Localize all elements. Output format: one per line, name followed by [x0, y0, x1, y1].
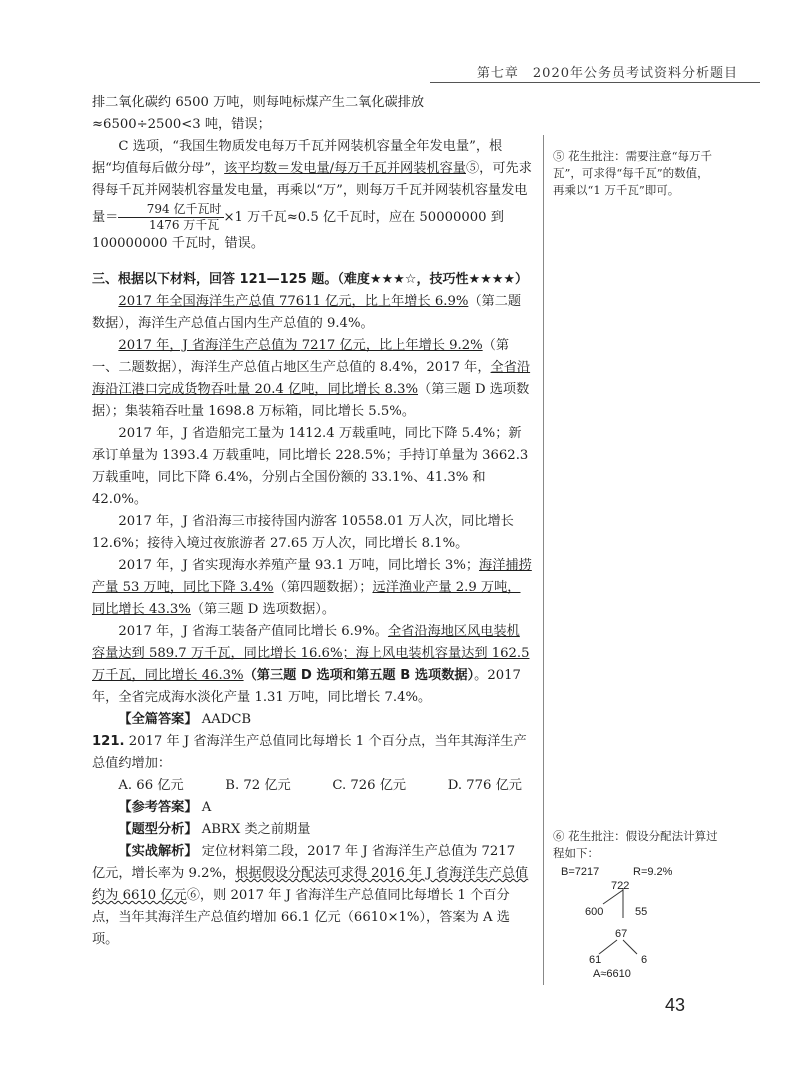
material-5-a: 2017 年，J 省实现海水养殖产量 93.1 万吨，同比增长 3%； — [118, 558, 480, 573]
question-type-value: ABRX 类之前期量 — [201, 822, 311, 837]
explanation — [92, 841, 532, 951]
material-5-b: 海洋捕捞产量 53 万吨，同比下降 3.4% — [92, 558, 532, 595]
tree-67: 67 — [615, 928, 628, 940]
material-4: 2017 年，J 省沿海三市接待国内游客 10558.01 万人次，同比增长 12.6%；接待入境过夜旅游者 27.65 万人次，同比增长 8.1%。 — [92, 514, 514, 551]
para-2-underlined: 该平均数＝发电量/每万千瓦并网装机容量 — [224, 161, 466, 176]
option-a: A. 66 亿元 — [118, 778, 184, 793]
full-answer — [92, 709, 532, 731]
material-6-b: 全省沿海地区风电装机容量达到 589.7 万千瓦，同比增长 16.6%；海上风电装机容量达到 162.5 万千瓦，同比增长 46.3% — [92, 624, 530, 683]
tree-a: A≈6610 — [593, 968, 631, 980]
material-2-f: ；集装箱吞吐量 1698.8 万标箱，同比增长 5.5%。 — [111, 404, 416, 419]
question-text: 2017 年 J 省海洋生产总值同比每增长 1 个百分点，当年其海洋生产总值约增加： — [92, 734, 527, 771]
material-2-a: 2017 年，J 省海洋生产总值为 7217 亿元，比上年增长 9.2% — [118, 338, 483, 353]
material-1-c: ，海洋生产总值占国内生产总值的 9.4%。 — [124, 316, 374, 331]
fraction-denominator: 1476 万千瓦 — [148, 218, 220, 232]
material-5-d: ； — [359, 580, 373, 595]
tree-61: 61 — [589, 954, 602, 966]
material-6-c: （第三题 D 选项和第五题 B 选项数据） — [243, 668, 475, 683]
running-header: 第七章 2020年公务员考试资料分析题目 — [476, 66, 738, 81]
options-row — [92, 775, 532, 797]
tree-55: 55 — [635, 906, 648, 918]
allocation-tree — [553, 866, 703, 986]
explanation-label: 【实战解析】 — [118, 844, 198, 859]
material-2-d: 全省沿海沿江港口完成货物吞吐量 20.4 亿吨，同比增长 8.3% — [92, 360, 531, 397]
material-1 — [92, 291, 532, 335]
para-2-d: ×1 万千瓦≈0.5 亿千瓦时，应在 50000000 到 100000000 千瓦时，错误。 — [92, 210, 504, 251]
material-1-a: 2017 年全国海洋生产总值 77611 亿元，比上年增长 6.9% — [118, 294, 469, 309]
fraction — [118, 202, 223, 233]
material-5 — [92, 555, 532, 621]
tree-722: 722 — [611, 880, 630, 892]
question-number: 121. — [92, 734, 125, 749]
para-2 — [92, 136, 532, 255]
option-c: C. 726 亿元 — [332, 778, 407, 793]
material-6-a: 2017 年，J 省海工装备产值同比增长 6.9%。 — [118, 624, 388, 639]
explanation-c: ⑥，则 2017 年 J 省海洋生产总值同比每增长 1 个百分点，当年其海洋生产总值约增加 66.1 亿元（6610×1%），答案为 A 选项。 — [92, 888, 510, 947]
para-2-a: C 选项，“我国生物质发电每万千瓦并网装机容量全年发电量”，根据“均值每后做分母”， — [92, 139, 503, 176]
full-answer-label: 【全篇答案】 — [118, 712, 198, 727]
material-1-b: （第二题数据） — [92, 294, 522, 331]
tree-b: B=7217 — [561, 866, 600, 878]
material-5-f: （第三题 D 选项数据） — [190, 602, 322, 617]
tree-6: 6 — [641, 954, 648, 966]
margin-note-6: ⑥ 花生批注：假设分配法计算过程如下： — [553, 829, 718, 860]
option-b: B. 72 亿元 — [225, 778, 291, 793]
material-2-b: （第一、二题数据） — [92, 338, 510, 375]
material-5-e: 远洋渔业产量 2.9 万吨，同比增长 43.3% — [92, 580, 521, 617]
material-6-d: 。2017 年，全省完成海水淡化产量 1.31 万吨，同比增长 7.4%。 — [92, 668, 521, 705]
reference-answer — [92, 797, 532, 819]
material-2-c: ，海洋生产总值占地区生产总值的 8.4%，2017 年， — [177, 360, 491, 375]
tree-600: 600 — [585, 906, 604, 918]
para-1: 排二氧化碳约 6500 万吨，则每吨标煤产生二氧化碳排放≈6500÷2500<3 吨，错误； — [92, 95, 425, 132]
material-2-e: （第三题 D 选项数据） — [92, 382, 530, 419]
margin-note-5: ⑤ 花生批注：需要注意“每万千瓦”，可求得“每千瓦”的数值，再乘以“1 万千瓦”即可。 — [553, 149, 713, 197]
material-5-g: 。 — [321, 602, 336, 617]
explanation-a: 定位材料第二段，2017 年 J 省海洋生产总值为 7217 亿元，增长率为 9.2%， — [92, 844, 516, 881]
material-5-c: （第四题数据） — [273, 580, 360, 595]
question-type — [92, 819, 532, 841]
tree-r: R=9.2% — [633, 866, 673, 878]
full-answer-value: AADCB — [201, 712, 252, 727]
question-type-label: 【题型分析】 — [118, 822, 198, 837]
reference-answer-label: 【参考答案】 — [118, 800, 198, 815]
option-d: D. 776 亿元 — [447, 778, 522, 793]
margin-divider — [543, 135, 544, 985]
para-2-c: ⑤，可先求得每千瓦并网装机容量发电量，再乘以“万”，则每万千瓦并网装机容量发电量＝ — [92, 161, 532, 225]
explanation-b: 根据假设分配法可求得 2016 年 J 省海洋生产总值约为 6610 亿元 — [92, 866, 529, 903]
section-title: 三、根据以下材料，回答 121—125 题。（难度★★★☆，技巧性★★★★） — [92, 272, 529, 287]
header-rule — [430, 82, 760, 83]
material-2 — [92, 335, 532, 423]
material-3: 2017 年，J 省造船完工量为 1412.4 万载重吨，同比下降 5.4%；新承订单量为 1393.4 万载重吨，同比增长 228.5%；手持订单量为 3662.3 万载重吨，同比下降 6.4%，分别占全国份额的 33.1%、41.3% 和 42.0%。 — [92, 426, 529, 507]
question-121 — [92, 731, 532, 775]
main-column — [92, 92, 532, 951]
material-6 — [92, 621, 532, 709]
reference-answer-value: A — [201, 800, 212, 815]
fraction-numerator: 794 亿千瓦时 — [118, 202, 223, 218]
page-number: 43 — [664, 995, 685, 1015]
